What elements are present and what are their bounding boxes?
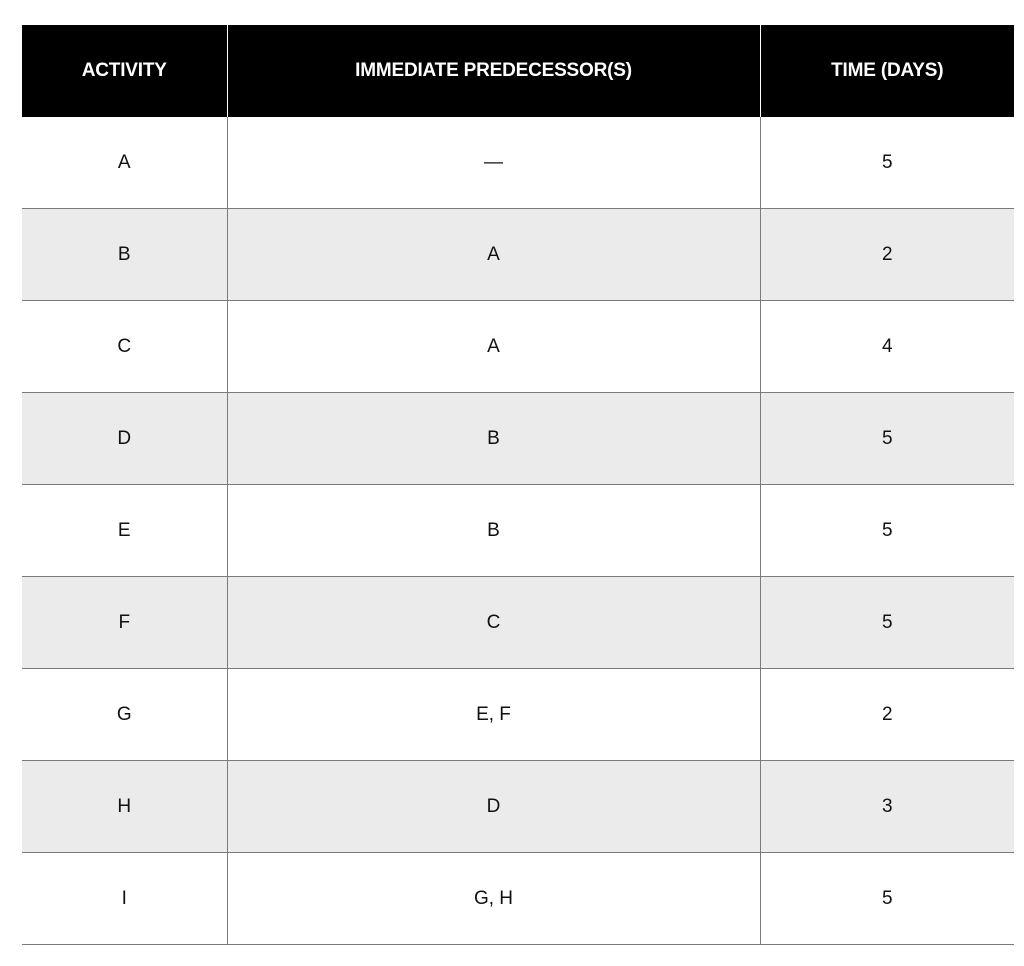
- header-time-days: TIME (DAYS): [760, 25, 1014, 117]
- header-immediate-predecessors: IMMEDIATE PREDECESSOR(S): [227, 25, 760, 117]
- time-cell: 3: [760, 761, 1014, 853]
- predecessors-cell: A: [227, 209, 760, 301]
- activity-cell: G: [22, 669, 227, 761]
- time-cell: 2: [760, 209, 1014, 301]
- table-row: [22, 301, 1014, 393]
- predecessors-cell: D: [227, 761, 760, 853]
- table-row: [22, 669, 1014, 761]
- activity-table: [22, 25, 1014, 945]
- table-row: [22, 761, 1014, 853]
- activity-cell: E: [22, 485, 227, 577]
- predecessors-cell: A: [227, 301, 760, 393]
- predecessors-cell: G, H: [227, 853, 760, 945]
- time-cell: 5: [760, 393, 1014, 485]
- activity-cell: A: [22, 117, 227, 209]
- time-cell: 2: [760, 669, 1014, 761]
- header-activity: ACTIVITY: [22, 25, 227, 117]
- table-row: [22, 393, 1014, 485]
- activity-cell: B: [22, 209, 227, 301]
- table-row: [22, 577, 1014, 669]
- predecessors-cell: —: [227, 117, 760, 209]
- table-row: [22, 209, 1014, 301]
- predecessors-cell: C: [227, 577, 760, 669]
- predecessors-cell: B: [227, 485, 760, 577]
- table-header-row: [22, 25, 1014, 117]
- time-cell: 4: [760, 301, 1014, 393]
- table-row: [22, 853, 1014, 945]
- activity-cell: D: [22, 393, 227, 485]
- time-cell: 5: [760, 117, 1014, 209]
- table-row: [22, 485, 1014, 577]
- time-cell: 5: [760, 577, 1014, 669]
- table-row: [22, 117, 1014, 209]
- activity-cell: F: [22, 577, 227, 669]
- activity-cell: I: [22, 853, 227, 945]
- activity-cell: C: [22, 301, 227, 393]
- predecessors-cell: E, F: [227, 669, 760, 761]
- time-cell: 5: [760, 853, 1014, 945]
- predecessors-cell: B: [227, 393, 760, 485]
- time-cell: 5: [760, 485, 1014, 577]
- activity-cell: H: [22, 761, 227, 853]
